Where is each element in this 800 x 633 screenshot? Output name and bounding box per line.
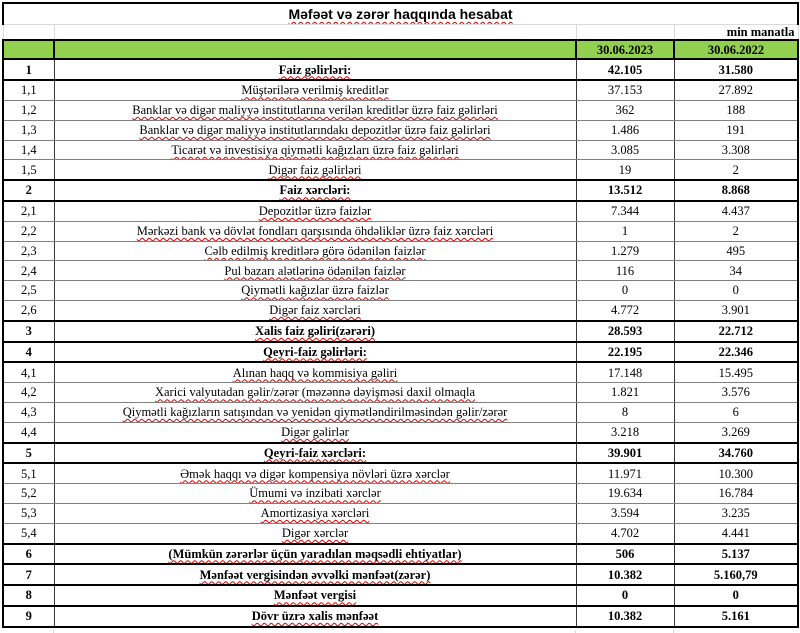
value-2022-cell <box>674 564 798 585</box>
row-number-text: 4,4 <box>20 424 37 439</box>
value-2023-text: 3.594 <box>610 506 640 521</box>
row-label-cell <box>54 281 576 301</box>
row-number-cell <box>3 544 54 565</box>
value-2022-cell <box>674 362 798 382</box>
value-2023-text: 19.634 <box>607 486 643 501</box>
value-2022-text: 2 <box>732 162 739 177</box>
value-2023-cell <box>576 140 674 160</box>
value-2022-cell <box>674 342 798 363</box>
value-2023-text: 39.901 <box>607 445 643 460</box>
value-2022-text: 5.137 <box>721 546 750 561</box>
value-2023-text: 3.085 <box>610 142 640 157</box>
value-2022-text: 0 <box>732 283 739 298</box>
value-2022-cell <box>674 523 798 543</box>
value-2023-text: 37.153 <box>607 83 643 98</box>
value-2022-text: 34.760 <box>718 445 753 460</box>
value-2022-cell <box>674 221 798 241</box>
row-number-text: 4,1 <box>20 365 37 380</box>
value-2023-cell <box>576 261 674 281</box>
value-2023-text: 1 <box>621 223 629 238</box>
row-number-text: 5,2 <box>20 486 37 501</box>
value-2022-text: 3.308 <box>721 142 750 157</box>
row-label-cell <box>54 484 576 504</box>
title-row <box>3 3 798 25</box>
row-label-text: Ümumi və inzibati xərclər <box>249 486 381 501</box>
row-label-text: Digər faiz gəlirləri <box>268 162 362 177</box>
value-2023-text: 13.512 <box>607 183 643 198</box>
value-2023-text: 19 <box>618 162 632 177</box>
unit-row-empty-a <box>3 25 54 41</box>
row-number-cell <box>3 484 54 504</box>
row-label-text: Digər xərclər <box>281 525 349 540</box>
value-2023-text: 1.821 <box>610 385 640 400</box>
row-label-text: Qeyri-faiz gəlirləri: <box>263 344 367 359</box>
row-label-cell <box>54 402 576 422</box>
unit-prefix: min <box>726 25 748 39</box>
table-row <box>3 484 798 504</box>
row-number-cell <box>3 100 54 120</box>
value-2022-cell <box>674 140 798 160</box>
value-2022-cell <box>674 321 798 342</box>
row-label-text: Banklar və digər maliyyə institutlarına verilən kreditlər üzrə faiz gəlirləri <box>132 103 498 118</box>
row-label-text: (Mümkün zərərlər üçün yaradılan məqsədli ehtiyatlar) <box>168 546 462 561</box>
table-row <box>3 383 798 403</box>
value-2023-cell <box>576 241 674 261</box>
row-label-text: Faiz gəlirləri: <box>278 62 352 77</box>
row-label-cell <box>54 241 576 261</box>
row-label-text: Dövr üzrə xalis mənfəət <box>251 609 379 624</box>
value-2023-cell <box>576 606 674 627</box>
value-2023-text: 10.382 <box>607 567 643 582</box>
unit-row-empty-c <box>576 25 674 41</box>
unit-word: manatla <box>750 25 795 39</box>
row-number-cell <box>3 443 54 464</box>
row-label-text: Digər gəlirlər <box>281 424 349 439</box>
row-label-cell <box>54 342 576 363</box>
row-number-text: 9 <box>25 609 32 624</box>
report-table-body <box>3 3 798 627</box>
row-number-cell <box>3 120 54 140</box>
value-2023-text: 3.218 <box>610 424 640 439</box>
row-label-cell <box>54 300 576 320</box>
table-row <box>3 221 798 241</box>
value-2022-text: 6 <box>732 405 739 420</box>
value-2023-text: 0 <box>621 283 629 298</box>
row-label-cell <box>54 140 576 160</box>
table-row <box>3 241 798 261</box>
row-number-cell <box>3 221 54 241</box>
row-label-cell <box>54 221 576 241</box>
row-number-text: 2,4 <box>20 263 37 278</box>
value-2023-cell <box>576 463 674 483</box>
row-number-cell <box>3 503 54 523</box>
table-row <box>3 463 798 483</box>
table-row <box>3 120 798 140</box>
value-2023-cell <box>576 221 674 241</box>
row-label-text: Müştərilərə verilmiş kreditlər <box>241 83 389 98</box>
value-2022-text: 5.161 <box>721 609 750 624</box>
value-2023-cell <box>576 180 674 201</box>
table-row <box>3 585 798 606</box>
value-2022-text: 3.269 <box>721 424 750 439</box>
table-row <box>3 362 798 382</box>
table-row <box>3 321 798 342</box>
table-row <box>3 80 798 100</box>
value-2022-text: 22.346 <box>718 344 753 359</box>
row-label-cell <box>54 585 576 606</box>
value-2022-text: 4.437 <box>721 204 750 219</box>
value-2023-text: 42.105 <box>607 62 643 77</box>
row-number-text: 3 <box>25 323 32 338</box>
row-number-cell <box>3 281 54 301</box>
row-number-cell <box>3 362 54 382</box>
value-2023-text: 4.702 <box>610 525 640 540</box>
value-2023-cell <box>576 80 674 100</box>
row-label-cell <box>54 201 576 221</box>
row-label-cell <box>54 321 576 342</box>
row-number-text: 1,4 <box>20 142 37 157</box>
table-row <box>3 300 798 320</box>
row-number-text: 2,3 <box>20 243 37 258</box>
row-number-cell <box>3 180 54 201</box>
row-number-text: 8 <box>25 588 32 603</box>
value-2022-text: 22.712 <box>718 323 753 338</box>
value-2022-cell <box>674 59 798 80</box>
value-2023-cell <box>576 484 674 504</box>
row-number-text: 5 <box>25 445 32 460</box>
value-2023-text: 506 <box>615 546 635 561</box>
row-label-cell <box>54 261 576 281</box>
row-number-cell <box>3 300 54 320</box>
value-2023-cell <box>576 402 674 422</box>
row-label-cell <box>54 120 576 140</box>
table-row <box>3 503 798 523</box>
row-number-cell <box>3 321 54 342</box>
report-title-cell <box>3 3 798 25</box>
row-label-cell <box>54 80 576 100</box>
value-2023-text: 22.195 <box>607 344 643 359</box>
value-2022-cell <box>674 484 798 504</box>
row-label-text: Digər faiz xərcləri <box>269 303 361 318</box>
table-row <box>3 402 798 422</box>
row-number-text: 5,3 <box>20 506 37 521</box>
table-row <box>3 180 798 201</box>
row-number-cell <box>3 160 54 180</box>
row-label-cell <box>54 383 576 403</box>
row-number-text: 4,2 <box>20 385 37 400</box>
row-label-cell <box>54 503 576 523</box>
value-2023-text: 11.971 <box>608 466 642 481</box>
value-2023-cell <box>576 342 674 363</box>
row-number-cell <box>3 585 54 606</box>
value-2023-cell <box>576 523 674 543</box>
value-2022-text: 3.235 <box>721 506 750 521</box>
row-number-cell <box>3 523 54 543</box>
table-row <box>3 261 798 281</box>
value-2022-cell <box>674 160 798 180</box>
value-2022-text: 3.901 <box>721 303 750 318</box>
value-2022-cell <box>674 402 798 422</box>
table-row <box>3 281 798 301</box>
value-2023-cell <box>576 100 674 120</box>
value-2023-text: 17.148 <box>607 365 643 380</box>
value-2022-text: 10.300 <box>718 466 753 481</box>
value-2023-cell <box>576 585 674 606</box>
value-2023-text: 116 <box>615 263 635 278</box>
row-label-cell <box>54 443 576 464</box>
value-2022-cell <box>674 241 798 261</box>
row-label-cell <box>54 59 576 80</box>
date-column-2023: 30.06.2023 <box>576 40 674 59</box>
profit-loss-table <box>2 2 799 628</box>
value-2022-cell <box>674 544 798 565</box>
row-label-text: Qiymətli kağızlar üzrə faizlər <box>241 283 389 298</box>
value-2022-cell <box>674 503 798 523</box>
row-number-text: 5,1 <box>20 466 37 481</box>
row-number-cell <box>3 564 54 585</box>
row-label-cell <box>54 180 576 201</box>
value-2022-text: 34 <box>729 263 742 278</box>
row-number-text: 4,3 <box>20 405 37 420</box>
table-row <box>3 606 798 627</box>
row-label-text: Pul bazarı alətlərinə ödənilən faizlər <box>224 263 406 278</box>
row-number-cell <box>3 59 54 80</box>
row-label-text: Mənfəət vergisi <box>273 588 357 603</box>
value-2022-cell <box>674 100 798 120</box>
value-2022-text: 5.160,79 <box>713 567 758 582</box>
value-2023-text: 0 <box>621 588 629 603</box>
row-label-text: Xarici valyutadan gəlir/zərər (məzənnə dəyişməsi daxil olmaqla <box>154 385 475 400</box>
row-number-text: 6 <box>25 546 32 561</box>
row-label-text: Cəlb edilmiş kreditlərə görə ödənilən faizlər <box>204 243 426 258</box>
value-2023-cell <box>576 422 674 442</box>
value-2023-text: 8 <box>621 405 629 420</box>
row-number-text: 1,5 <box>20 162 37 177</box>
value-2023-cell <box>576 120 674 140</box>
green-header-row <box>3 40 798 59</box>
row-label-cell <box>54 606 576 627</box>
value-2022-cell <box>674 261 798 281</box>
value-2022-text: 0 <box>732 588 739 603</box>
table-row <box>3 201 798 221</box>
row-number-text: 2,6 <box>20 303 37 318</box>
value-2022-text: 15.495 <box>718 365 753 380</box>
row-number-cell <box>3 383 54 403</box>
row-number-text: 1,2 <box>20 103 37 118</box>
table-row <box>3 422 798 442</box>
row-label-cell <box>54 463 576 483</box>
row-number-text: 2 <box>25 183 32 198</box>
table-row <box>3 342 798 363</box>
table-row <box>3 443 798 464</box>
row-number-cell <box>3 201 54 221</box>
value-2022-cell <box>674 80 798 100</box>
value-2023-text: 7.344 <box>610 204 640 219</box>
table-row <box>3 564 798 585</box>
row-number-cell <box>3 402 54 422</box>
row-number-cell <box>3 422 54 442</box>
row-number-text: 2,1 <box>20 204 37 219</box>
value-2023-text: 4.772 <box>610 303 640 318</box>
value-2022-cell <box>674 180 798 201</box>
row-number-cell <box>3 241 54 261</box>
value-2022-cell <box>674 463 798 483</box>
header-empty-b <box>54 40 576 59</box>
row-number-cell <box>3 606 54 627</box>
row-label-text: Xalis faiz gəliri(zərəri) <box>254 323 376 338</box>
value-2022-text: 191 <box>726 122 746 137</box>
value-2023-cell <box>576 300 674 320</box>
table-row <box>3 160 798 180</box>
value-2022-cell <box>674 201 798 221</box>
row-number-cell <box>3 342 54 363</box>
value-2022-cell <box>674 383 798 403</box>
value-2023-cell <box>576 544 674 565</box>
row-label-text: Faiz xərcləri: <box>279 183 351 198</box>
row-number-cell <box>3 261 54 281</box>
value-2022-text: 495 <box>726 243 746 258</box>
report-sheet <box>0 2 800 633</box>
row-number-cell <box>3 140 54 160</box>
row-label-cell <box>54 544 576 565</box>
row-label-text: Qiymətli kağızların satışından və yenidən qiymətləndirilməsindən gəlir/zərər <box>122 405 508 420</box>
value-2023-cell <box>576 362 674 382</box>
row-label-text: Amortizasiya xərcləri <box>260 506 370 521</box>
value-2022-cell <box>674 281 798 301</box>
row-number-cell <box>3 463 54 483</box>
row-label-text: Əmək haqqı və digər kompensiya növləri üzrə xərclər <box>180 466 450 481</box>
value-2023-cell <box>576 383 674 403</box>
row-number-text: 1,3 <box>20 122 37 137</box>
value-2022-text: 16.784 <box>718 486 753 501</box>
value-2022-cell <box>674 120 798 140</box>
row-label-text: Depozitlər üzrə faizlər <box>258 204 372 219</box>
table-row <box>3 140 798 160</box>
value-2023-text: 28.593 <box>607 323 643 338</box>
date-column-2022: 30.06.2022 <box>674 40 798 59</box>
value-2023-cell <box>576 503 674 523</box>
unit-note-cell <box>674 25 798 41</box>
row-label-text: Alınan haqq və kommisiya gəliri <box>232 365 398 380</box>
value-2023-cell <box>576 201 674 221</box>
table-row <box>3 100 798 120</box>
row-number-text: 5,4 <box>20 525 37 540</box>
value-2023-text: 362 <box>615 103 635 118</box>
value-2023-cell <box>576 321 674 342</box>
row-label-text: Mənfəət vergisindən əvvəlki mənfəət(zərər) <box>199 567 431 582</box>
row-label-text: Ticarət və investisiya qiymətli kağızları üzrə faiz gəlirləri <box>171 142 459 157</box>
value-2023-cell <box>576 443 674 464</box>
unit-row-empty-b <box>54 25 576 41</box>
value-2023-cell <box>576 160 674 180</box>
value-2023-cell <box>576 59 674 80</box>
row-number-text: 1,1 <box>20 83 37 98</box>
value-2022-text: 27.892 <box>718 83 753 98</box>
row-label-cell <box>54 523 576 543</box>
table-row <box>3 59 798 80</box>
row-label-text: Qeyri-faiz xərcləri: <box>263 445 367 460</box>
value-2022-cell <box>674 300 798 320</box>
value-2023-cell <box>576 564 674 585</box>
value-2022-cell <box>674 443 798 464</box>
value-2023-cell <box>576 281 674 301</box>
row-label-cell <box>54 160 576 180</box>
value-2023-text: 10.382 <box>607 609 643 624</box>
row-label-cell <box>54 564 576 585</box>
row-label-cell <box>54 422 576 442</box>
row-label-cell <box>54 362 576 382</box>
value-2023-text: 1.486 <box>610 122 640 137</box>
row-number-text: 1 <box>25 62 32 77</box>
value-2022-cell <box>674 585 798 606</box>
row-number-text: 2,2 <box>20 223 37 238</box>
row-number-cell <box>3 80 54 100</box>
row-label-text: Banklar və digər maliyyə institutlarındakı depozitlər üzrə faiz gəlirləri <box>139 122 491 137</box>
value-2022-text: 4.441 <box>721 525 750 540</box>
value-2022-cell <box>674 422 798 442</box>
value-2022-text: 3.576 <box>721 385 750 400</box>
table-row <box>3 523 798 543</box>
value-2022-text: 31.580 <box>718 62 753 77</box>
unit-note-row <box>3 25 798 41</box>
value-2022-text: 188 <box>726 103 746 118</box>
row-number-text: 7 <box>25 567 32 582</box>
value-2022-text: 8.868 <box>721 183 750 198</box>
page-title: Məfəət və zərər haqqında hesabat <box>288 5 513 22</box>
header-empty-a <box>3 40 54 59</box>
row-number-text: 4 <box>25 344 32 359</box>
table-row <box>3 544 798 565</box>
value-2023-text: 1.279 <box>610 243 640 258</box>
row-label-text: Mərkəzi bank və dövlət fondları qarşısında öhdəliklər üzrə faiz xərcləri <box>136 223 494 238</box>
value-2022-text: 2 <box>732 223 739 238</box>
value-2022-cell <box>674 606 798 627</box>
row-label-cell <box>54 100 576 120</box>
row-number-text: 2,5 <box>20 283 37 298</box>
